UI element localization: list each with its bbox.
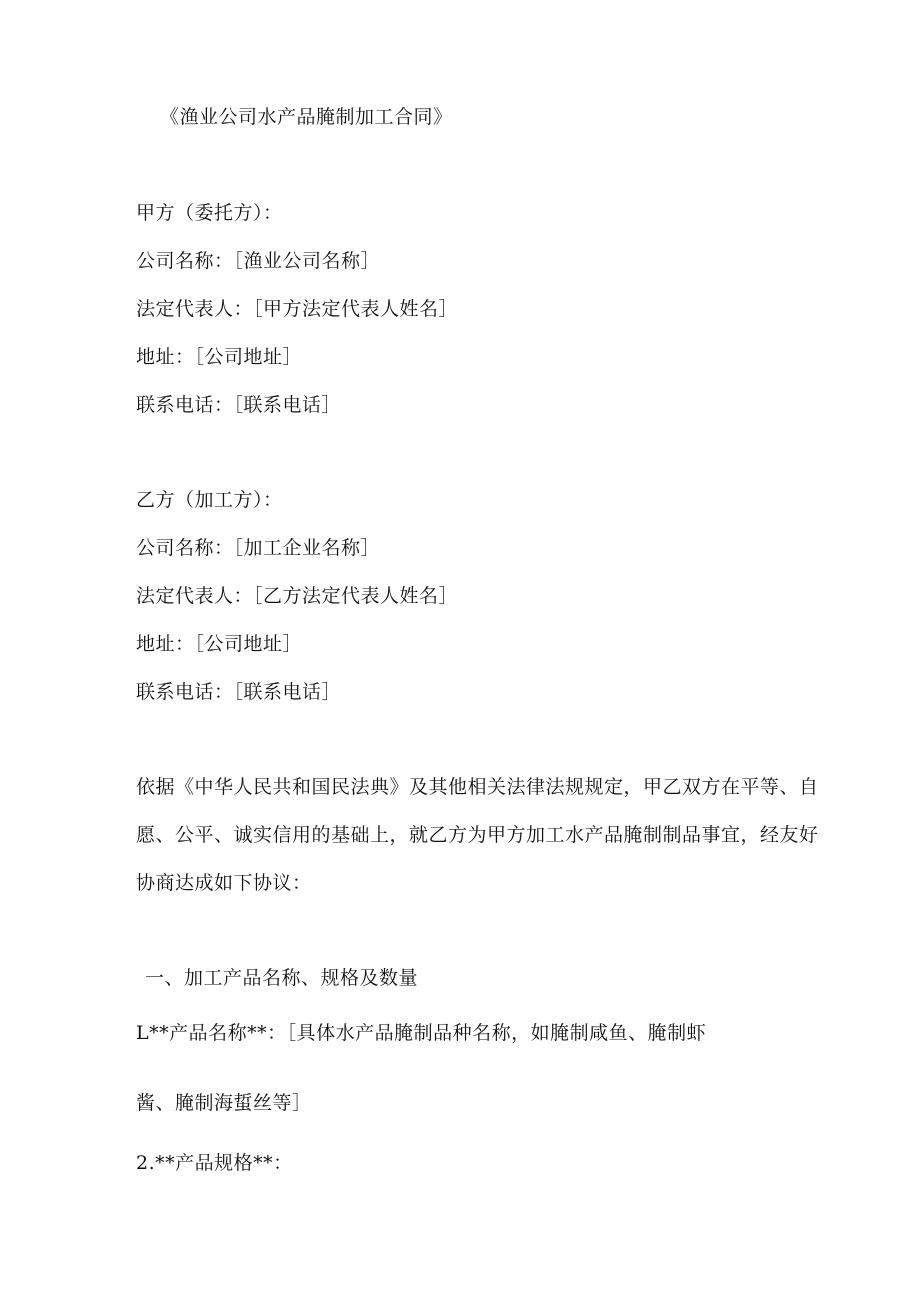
preamble-line: 协商达成如下协议： xyxy=(136,872,312,894)
party-b-address: 地址：［公司地址］ xyxy=(136,633,303,655)
party-a-address: 地址：［公司地址］ xyxy=(136,346,303,368)
party-b-phone: 联系电话：［联系电话］ xyxy=(136,681,342,703)
party-a-representative: 法定代表人：［甲方法定代表人姓名］ xyxy=(136,298,459,320)
preamble-line: 依据《中华人民共和国民法典》及其他相关法律法规规定，甲乙双方在平等、自 xyxy=(136,776,819,798)
party-a-company: 公司名称：［渔业公司名称］ xyxy=(136,250,381,272)
party-b-representative: 法定代表人：［乙方法定代表人姓名］ xyxy=(136,585,459,607)
section-item-line: 2.**产品规格**： xyxy=(136,1152,293,1174)
section-item-line: 酱、腌制海蜇丝等］ xyxy=(136,1092,312,1114)
party-a-heading: 甲方（委托方）： xyxy=(136,202,283,224)
section-heading: 一、加工产品名称、规格及数量 xyxy=(145,967,419,989)
party-a-phone: 联系电话：［联系电话］ xyxy=(136,394,342,416)
preamble-line: 愿、公平、诚实信用的基础上，就乙方为甲方加工水产品腌制制品事宜，经友好 xyxy=(136,824,819,846)
party-b-company: 公司名称：［加工企业名称］ xyxy=(136,537,381,559)
section-item-line: L**产品名称**：［具体水产品腌制品种名称，如腌制咸鱼、腌制虾 xyxy=(136,1022,707,1044)
party-b-heading: 乙方（加工方）： xyxy=(136,489,283,511)
contract-title: 《渔业公司水产品腌制加工合同》 xyxy=(160,106,453,128)
